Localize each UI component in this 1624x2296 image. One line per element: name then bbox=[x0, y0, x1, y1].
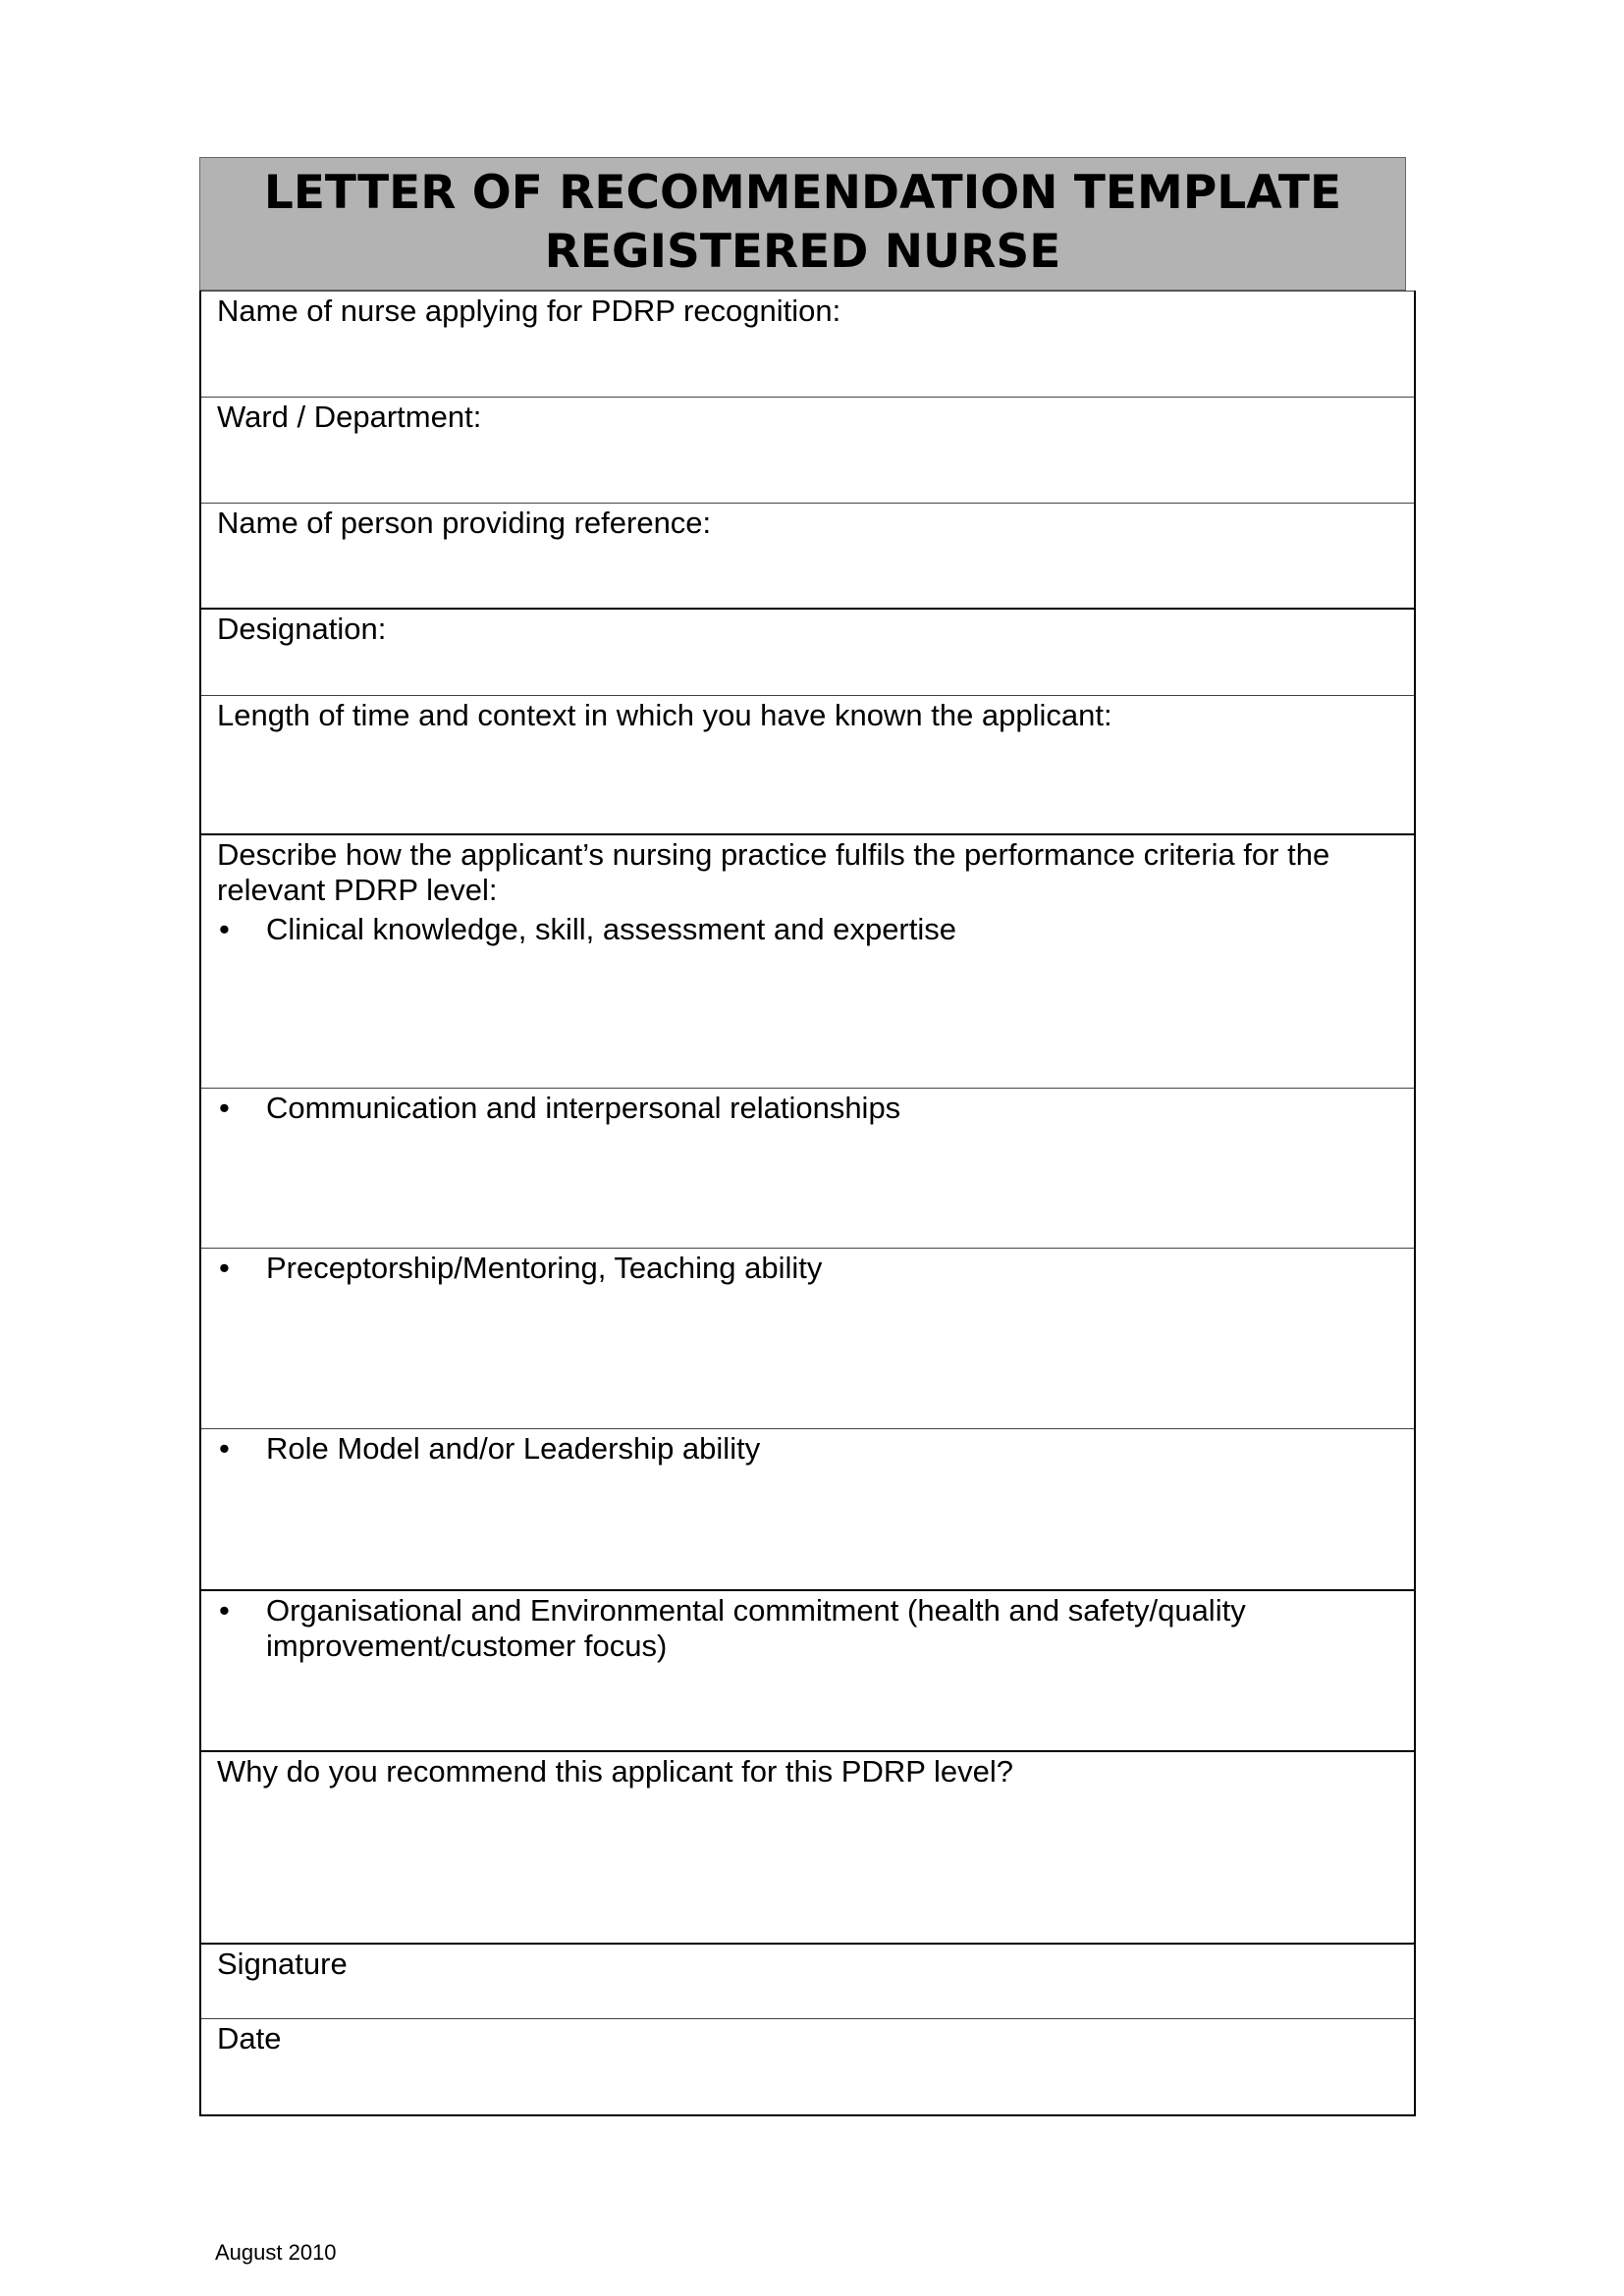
criteria-label-communication: Communication and interpersonal relationships bbox=[266, 1091, 901, 1125]
criteria-item-clinical bbox=[217, 912, 1398, 947]
describe-label-line-1: Describe how the applicant’s nursing practice fulfils the performance criteria for the bbox=[217, 837, 1330, 872]
designation-label: Designation: bbox=[217, 612, 387, 646]
title-line-2: REGISTERED NURSE bbox=[544, 225, 1061, 279]
bullet-icon: • bbox=[219, 1091, 230, 1125]
nurse-name-label: Name of nurse applying for PDRP recognition: bbox=[217, 294, 841, 328]
title-line-1: LETTER OF RECOMMENDATION TEMPLATE bbox=[263, 166, 1342, 220]
bullet-icon: • bbox=[219, 1431, 230, 1466]
referee-name-label: Name of person providing reference: bbox=[217, 506, 712, 540]
bullet-icon: • bbox=[219, 1593, 230, 1628]
footer-date: August 2010 bbox=[215, 2240, 337, 2265]
signature-label: Signature bbox=[217, 1947, 348, 1981]
referee-name-field[interactable] bbox=[201, 503, 1414, 608]
criteria-label-preceptorship: Preceptorship/Mentoring, Teaching ability bbox=[266, 1251, 823, 1285]
criteria-item-organisational bbox=[217, 1593, 1398, 1664]
bullet-icon: • bbox=[219, 1251, 230, 1285]
describe-label-line-2: relevant PDRP level: bbox=[217, 873, 498, 907]
length-context-label: Length of time and context in which you have known the applicant: bbox=[217, 698, 1112, 732]
bullet-icon: • bbox=[219, 912, 230, 946]
ward-department-label: Ward / Department: bbox=[217, 400, 482, 434]
criteria-item-communication bbox=[217, 1091, 1398, 1126]
signature-field[interactable] bbox=[201, 1943, 1414, 2018]
designation-field[interactable] bbox=[201, 608, 1414, 695]
recommendation-form bbox=[199, 291, 1416, 2116]
criteria-label-organisational-line-2: improvement/customer focus) bbox=[266, 1629, 668, 1663]
nurse-name-field[interactable] bbox=[201, 291, 1414, 397]
length-context-field[interactable] bbox=[201, 695, 1414, 833]
criteria-label-organisational-line-1: Organisational and Environmental commitment (health and safety/quality bbox=[266, 1593, 1246, 1628]
criteria-label-role-model: Role Model and/or Leadership ability bbox=[266, 1431, 761, 1466]
criteria-preceptorship-field[interactable] bbox=[201, 1248, 1414, 1428]
criteria-item-role-model bbox=[217, 1431, 1398, 1467]
why-recommend-field[interactable] bbox=[201, 1750, 1414, 1943]
criteria-item-preceptorship bbox=[217, 1251, 1398, 1286]
date-label: Date bbox=[217, 2021, 282, 2056]
title-banner bbox=[199, 157, 1406, 291]
date-field[interactable] bbox=[201, 2018, 1414, 2114]
criteria-organisational-field[interactable] bbox=[201, 1589, 1414, 1750]
criteria-communication-field[interactable] bbox=[201, 1088, 1414, 1248]
why-recommend-label: Why do you recommend this applicant for this PDRP level? bbox=[217, 1754, 1013, 1789]
criteria-label-clinical: Clinical knowledge, skill, assessment and expertise bbox=[266, 912, 956, 946]
criteria-role-model-field[interactable] bbox=[201, 1428, 1414, 1589]
ward-department-field[interactable] bbox=[201, 397, 1414, 503]
criteria-clinical-field[interactable] bbox=[201, 833, 1414, 1088]
